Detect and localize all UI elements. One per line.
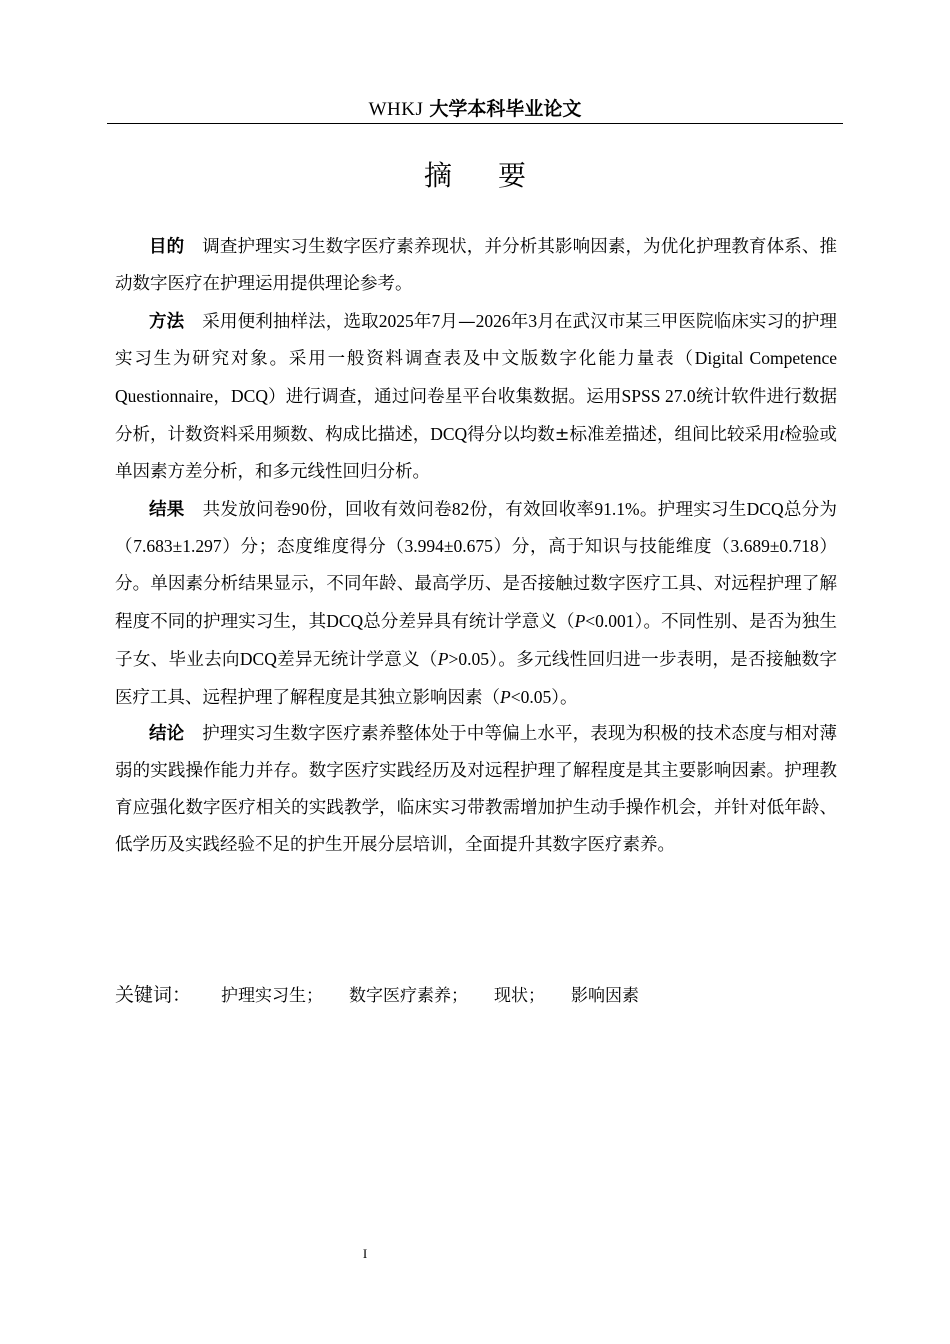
results-text: 共发放问卷 <box>202 499 292 520</box>
methods-month: 3 <box>528 310 538 331</box>
dcq-abbr: DCQ <box>430 423 468 444</box>
p-value: <0.05 <box>510 686 552 707</box>
results-label: 结果 <box>149 499 185 520</box>
keyword-item: 影响因素 <box>571 986 640 1006</box>
methods-year: 2026 <box>475 310 511 331</box>
methods-text: ）进行调查，通过问卷星平台收集数据。运用 <box>267 387 622 408</box>
methods-month: 7 <box>431 310 441 331</box>
results-paragraph <box>115 491 837 717</box>
methods-text: 年 <box>510 311 529 332</box>
page-title: 摘要 <box>423 159 572 192</box>
results-text: ）分，高于知识与技能维度（ <box>492 537 731 558</box>
conclusion-paragraph <box>115 716 837 863</box>
keyword-item: 护理实习生； <box>221 986 324 1006</box>
methods-text: 检验或单因素方差分析，和多元线性回归分析。 <box>115 424 838 482</box>
response-rate: 91.1% <box>594 498 640 519</box>
header-university: 大学本科毕业论文 <box>429 98 582 120</box>
page-header <box>107 96 843 123</box>
objective-paragraph <box>115 229 837 303</box>
dcq-abbr: DCQ <box>746 498 784 519</box>
methods-text: 统计软件进行数据分析，计数资料采用频数、构成比描述， <box>115 387 838 445</box>
results-text: 总分为（ <box>115 499 838 558</box>
methods-text: 月在武汉市某三甲医院临床实习的护理实习生为研究对象。采用一般资料调查表及中文版数字化能力量表（ <box>115 311 838 370</box>
results-text: 差异无统计学意义（ <box>276 649 438 670</box>
issued-count: 90 <box>291 498 310 519</box>
methods-text: ， <box>213 387 232 408</box>
attitude-score: 3.994±0.675 <box>404 536 493 557</box>
keywords-line <box>115 979 837 1012</box>
t-symbol: t <box>779 423 785 444</box>
dcq-abbr: DCQ <box>239 648 277 669</box>
methods-paragraph <box>115 303 837 491</box>
total-score: 7.683±1.297 <box>133 536 222 557</box>
methods-text: 得分以均数±标准差描述，组间比较采用 <box>467 424 780 445</box>
results-text: ）。不同性别、是否为独生子女、毕业去向 <box>115 611 838 670</box>
keyword-item: 现状； <box>494 986 546 1006</box>
results-text: 总分差异具有统计学意义（ <box>363 611 575 632</box>
dcq-abbr: DCQ <box>326 610 364 631</box>
keyword-item: 数字医疗素养； <box>349 986 469 1006</box>
scale-abbr: DCQ <box>231 386 268 407</box>
p-symbol: P <box>437 648 449 669</box>
results-text: 份，回收有效问卷 <box>309 499 452 520</box>
conclusion-text: 护理实习生数字医疗素养整体处于中等偏上水平，表现为积极的技术态度与相对薄弱的实践操作能力并存。数字医疗实践经历及对远程护理了解程度是其主要影响因素。护理教育应强化数字医疗相关的实践教学，临床实习带教需增加护生动手操作机会，并针对低年龄、低学历及实践经验不足的护生开展分层培训，全面提升其数字医疗素养。 <box>115 724 838 855</box>
scale-name: Digital Competence Questionnaire <box>115 348 838 407</box>
methods-year: 2025 <box>378 310 414 331</box>
results-text: ）分；态度维度得分（ <box>221 537 405 558</box>
p-value: >0.05 <box>448 648 489 669</box>
page-number: I <box>362 1246 368 1261</box>
software-name: SPSS 27.0 <box>621 386 696 407</box>
methods-text: 采用便利抽样法，选取 <box>202 311 379 332</box>
results-text: ）。多元线性回归进一步表明，是否接触数字医疗工具、远程护理了解程度是其独立影响因素（ <box>115 649 838 708</box>
abstract-body <box>115 229 837 864</box>
methods-text: 月— <box>440 311 476 332</box>
header-abbr: WHKJ <box>368 99 424 120</box>
conclusion-label: 结论 <box>149 724 185 745</box>
results-text: ）。 <box>551 687 578 708</box>
p-symbol: P <box>574 610 586 631</box>
methods-text: 年 <box>413 311 432 332</box>
objective-text: 调查护理实习生数字医疗素养现状，并分析其影响因素，为优化护理教育体系、推动数字医疗在护理运用提供理论参考。 <box>115 237 838 294</box>
skill-score: 3.689±0.718 <box>730 536 819 557</box>
results-text: 。护理实习生 <box>639 499 747 520</box>
results-text: ）分。单因素分析结果显示，不同年龄、最高学历、是否接触过数字医疗工具、对远程护理了解程度不同的护理实习生，其 <box>115 537 838 632</box>
results-text: 份，有效回收率 <box>469 499 595 520</box>
objective-label: 目的 <box>149 237 185 257</box>
p-value: <0.001 <box>585 610 635 631</box>
p-symbol: P <box>500 686 511 707</box>
methods-label: 方法 <box>149 311 185 332</box>
header-divider <box>107 123 843 124</box>
valid-count: 82 <box>451 498 470 519</box>
keywords-label: 关键词： <box>115 984 192 1006</box>
